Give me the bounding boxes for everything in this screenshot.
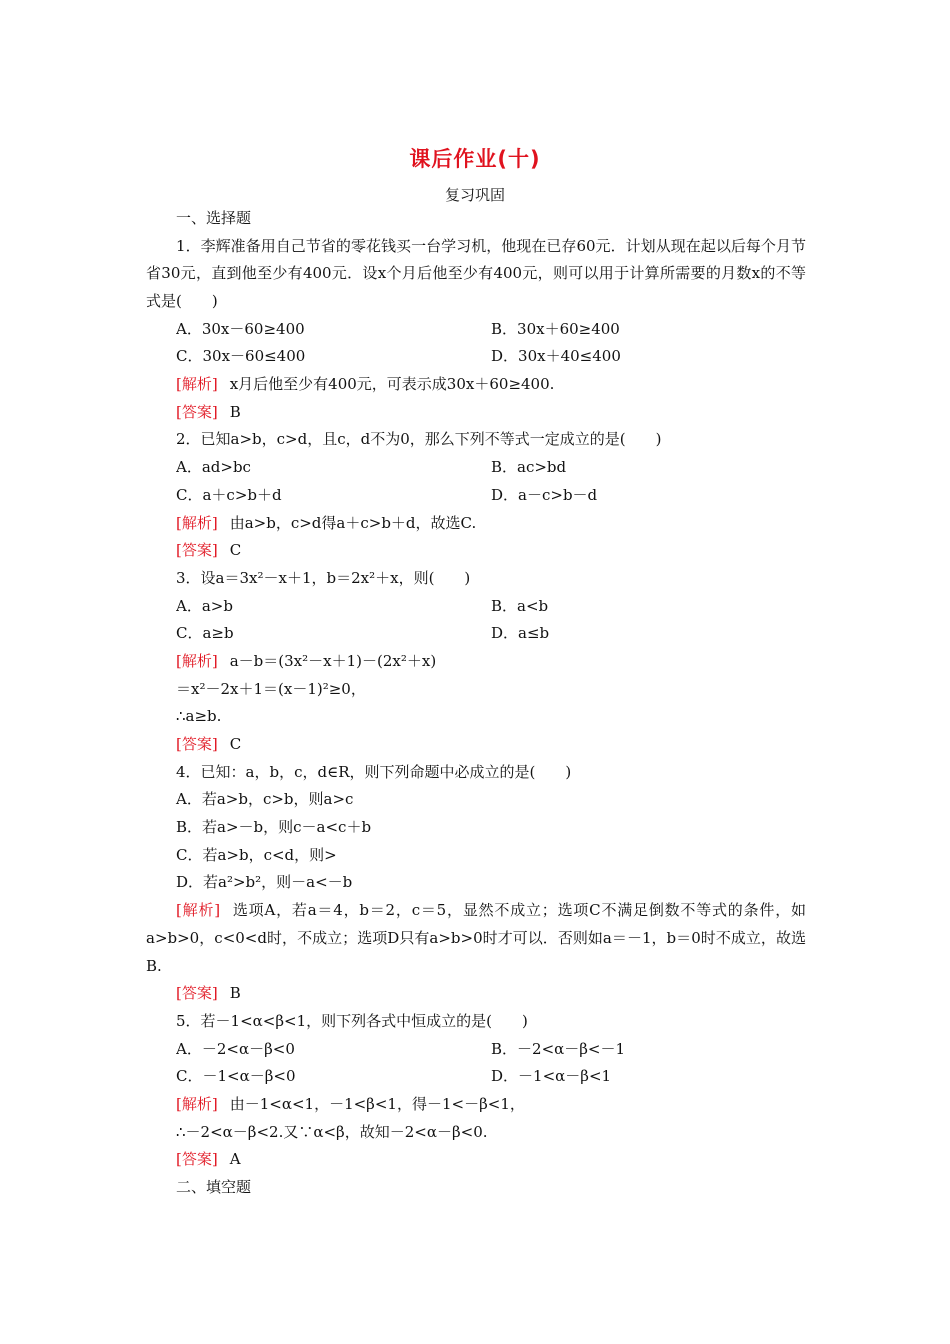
question-5-options-row-1 [146, 1036, 806, 1064]
option: A．a>b [176, 596, 233, 615]
question-3-options-row-2 [146, 620, 806, 648]
analysis-text: x月后他至少有400元，可表示成30x＋60≥400. [229, 375, 555, 394]
question-3-analysis-line: ∴a≥b. [176, 707, 222, 726]
section-heading-fill: 二、填空题 [176, 1177, 252, 1196]
answer-label: [答案] [176, 984, 218, 1003]
analysis-label: [解析] [176, 1094, 218, 1113]
question-4-analysis [146, 897, 806, 980]
question-5-options-row-2 [146, 1063, 806, 1091]
option: C．a＋c>b＋d [176, 485, 282, 504]
analysis-label: [解析] [176, 375, 218, 394]
question-5-analysis [146, 1091, 806, 1119]
option: C．－1<α－β<0 [176, 1067, 296, 1086]
question-2-options-row-1 [146, 454, 806, 482]
question-2-answer [146, 537, 806, 565]
option: C．a≥b [176, 624, 234, 643]
option: A．若a>b，c>b，则a>c [176, 790, 354, 809]
option: B．－2<α－β<－1 [491, 1039, 626, 1058]
option: A．ad>bc [176, 458, 251, 477]
answer-label: [答案] [176, 1150, 218, 1169]
option: D．－1<α－β<1 [491, 1067, 612, 1086]
analysis-text: 由－1<α<1，－1<β<1，得－1<－β<1， [229, 1094, 525, 1113]
page-title: 课后作业(十) [409, 147, 541, 171]
option: D．a－c>b－d [491, 485, 598, 504]
question-2-analysis [146, 510, 806, 538]
question-4-answer [146, 980, 806, 1008]
option: A．－2<α－β<0 [176, 1039, 295, 1058]
analysis-text: 选项A，若a＝4，b＝2，c＝5，显然不成立；选项C不满足倒数不等式的条件，如a>b>0，c<0<d时，不成立；选项D只有a>b>0时才可以．否则如a＝－1，b＝0时不成立，故选B. [146, 901, 806, 975]
answer-label: [答案] [176, 541, 218, 560]
analysis-label: [解析] [176, 651, 218, 670]
answer-text: B [229, 402, 241, 421]
option: B．30x＋60≥400 [491, 319, 620, 338]
question-1-options-row-1 [146, 316, 806, 344]
analysis-label: [解析] [176, 901, 221, 920]
option: C．30x－60≤400 [176, 347, 306, 366]
option: A．30x－60≥400 [176, 319, 305, 338]
analysis-label: [解析] [176, 513, 218, 532]
question-3-options-row-1 [146, 593, 806, 621]
option: B．a<b [491, 596, 549, 615]
answer-text: C [229, 735, 242, 753]
answer-label: [答案] [176, 735, 218, 753]
answer-label: [答案] [176, 402, 218, 421]
answer-text: C [229, 541, 242, 560]
question-2-stem: 2．已知a>b，c>d，且c，d不为0，那么下列不等式一定成立的是( ) [176, 430, 662, 449]
analysis-text: 由a>b，c>d得a＋c>b＋d，故选C. [229, 513, 477, 532]
question-1-stem: 1．李辉准备用自己节省的零花钱买一台学习机，他现在已存60元．计划从现在起以后每个月节省30元，直到他至少有400元．设x个月后他至少有400元，则可以用于计算所需要的月数x的不等式是( ) [146, 236, 806, 311]
question-3-analysis-line: ＝x²－2x＋1＝(x－1)²≥0， [176, 679, 366, 698]
question-5-analysis-line: ∴－2<α－β<2.又∵α<β，故知－2<α－β<0. [176, 1122, 488, 1141]
option: B．若a>－b，则c－a<c＋b [176, 818, 372, 837]
question-1-analysis [146, 371, 806, 399]
option: D．若a²>b²，则－a<－b [176, 873, 353, 892]
content [146, 205, 806, 1202]
question-5-answer [146, 1146, 806, 1174]
question-1-answer [146, 399, 806, 427]
page-subtitle: 复习巩固 [444, 186, 505, 204]
option: D．30x＋40≤400 [491, 347, 621, 366]
question-3-stem: 3．设a＝3x²－x＋1，b＝2x²＋x，则( ) [176, 568, 471, 587]
section-heading-choice: 一、选择题 [176, 209, 252, 227]
answer-text: B [229, 984, 241, 1003]
question-5-stem: 5．若－1<α<β<1，则下列各式中恒成立的是( ) [176, 1011, 528, 1030]
question-3-answer [146, 731, 806, 759]
answer-text: A [229, 1150, 241, 1169]
question-3-analysis [146, 648, 806, 676]
question-2-options-row-2 [146, 482, 806, 510]
option: D．a≤b [491, 624, 550, 643]
option: B．ac>bd [491, 458, 567, 477]
question-1-options-row-2 [146, 343, 806, 371]
option: C．若a>b，c<d，则> [176, 845, 337, 864]
analysis-text: a－b＝(3x²－x＋1)－(2x²＋x) [229, 651, 437, 670]
question-4-stem: 4．已知：a，b，c，d∈R，则下列命题中必成立的是( ) [176, 762, 572, 781]
